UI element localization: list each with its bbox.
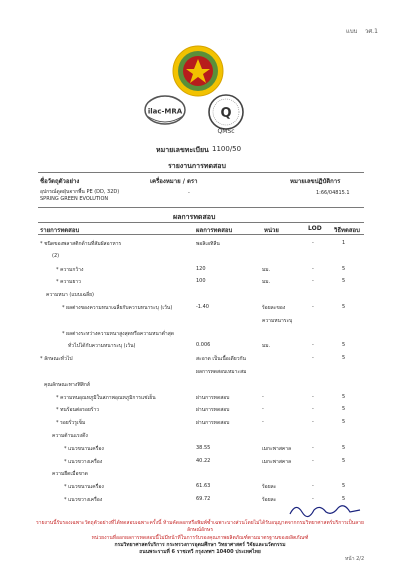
table-cell-method: 5 xyxy=(342,406,346,413)
footer-disclaimer-2: หน่วยงานที่ออกผลการทดสอบนี้ไม่มีหน้าที่ในการรับรองคุณภาพผลิตภัณฑ์ตามมาตรฐานของผลิตภัณฑ์ xyxy=(91,535,309,541)
table-cell-item: * รอยรั่วรูเข็ม xyxy=(56,420,86,427)
doc-no: 1100/50 xyxy=(212,145,242,153)
table-cell-unit: ความหนาระบุ xyxy=(262,317,293,324)
table-cell-unit: - xyxy=(262,406,264,413)
table-cell-result: -1.40 xyxy=(196,304,209,310)
table-cell-item: ทั่วไปได้กับความหนาระบุ (เว้น) xyxy=(68,343,136,350)
table-cell-item: (2) xyxy=(52,252,60,259)
table-cell-method: 5 xyxy=(342,355,346,362)
footer-disclaimer-1: รายงานนี้รับรองเฉพาะวัตถุตัวอย่างที่ได้ทดสอบเฉพาะครั้งนี้ ห้ามคัดลอกหรือพิมพ์ซ้ำเฉพาะบางส่วนโดยไม่ได้รับอนุญาตจากกรมวิทยาศาสตร์บริการเป็นลายลักษณ์อักษร xyxy=(36,520,364,533)
table-cell-result: 40.22 xyxy=(196,457,211,464)
table-cell-item: คุณลักษณะทางฟิสิกส์ xyxy=(44,381,90,388)
table-cell-lod: - xyxy=(312,265,314,272)
th-lod: LOD xyxy=(308,225,322,232)
table-cell-unit: ร้อยละ xyxy=(262,497,277,503)
table-cell-unit: มม. xyxy=(262,266,271,273)
table-cell-unit: - xyxy=(262,419,264,426)
table-header-bottom-divider xyxy=(38,234,364,235)
table-cell-item: * ความยาว xyxy=(56,279,81,286)
qmsc-text: QMSc xyxy=(217,128,235,134)
table-cell-item: * ทนร้อนต่อรอยร้าว xyxy=(56,407,100,414)
table-cell-result: พอลิเอทิลีน xyxy=(196,241,220,247)
table-cell-method: 1 xyxy=(342,240,346,246)
col-brand: เครื่องหมาย / ตรา xyxy=(150,178,198,185)
qmsc-logo-icon xyxy=(205,92,247,134)
table-cell-result: สะอาด เป็นเนื้อเดียวกัน xyxy=(196,356,246,363)
table-cell-result: 69.72 xyxy=(196,496,211,502)
form-label: แบบ xyxy=(346,28,358,35)
table-cell-unit: - xyxy=(262,393,264,400)
th-item: รายการทดสอบ xyxy=(40,227,80,234)
table-cell-lod: - xyxy=(312,406,314,413)
table-cell-result: ผลการทดสอบเหมาะสม xyxy=(196,369,247,375)
table-cell-result: ผ่านการทดสอบ xyxy=(196,407,230,414)
table-cell-item: * ผลต่างระหว่างความหนาสูงสุดหรือความหนาต่ำสุด xyxy=(62,330,174,337)
table-cell-item: * ความทนอุณหภูมิในสภาพอุณหภูมิการแช่เย็น xyxy=(56,394,156,401)
table-cell-unit: เมกะพาสคาล xyxy=(262,458,292,465)
table-cell-unit: มม. xyxy=(262,343,271,350)
sample-license: 1:66/04815.1 xyxy=(316,190,350,196)
table-cell-method: 5 xyxy=(342,419,346,426)
sample-line2: SPRING GREEN EVOLUTION xyxy=(40,196,109,202)
table-cell-method: 5 xyxy=(342,265,346,272)
table-cell-lod: - xyxy=(312,496,314,502)
table-cell-item: * แนวขวางเครื่อง xyxy=(64,497,103,503)
table-cell-lod: - xyxy=(312,444,314,451)
table-cell-result: ผ่านการทดสอบ xyxy=(196,420,230,427)
table-cell-method: 5 xyxy=(342,342,346,349)
table-cell-lod: - xyxy=(312,419,314,426)
table-cell-item: ความต้านแรงดึง xyxy=(52,433,88,439)
sample-brand: - xyxy=(188,190,190,196)
table-cell-unit: ร้อยละ xyxy=(262,484,277,491)
table-header-top-divider xyxy=(38,222,364,223)
ilac-mra-logo-icon xyxy=(143,92,187,130)
table-cell-item: * ชนิดของพลาสติกด้านที่สัมผัสอาหาร xyxy=(40,241,122,247)
table-cell-method: 5 xyxy=(342,393,346,400)
table-cell-lod: - xyxy=(312,355,314,362)
th-method: วิธีทดสอบ xyxy=(334,227,360,234)
table-cell-result: 120 xyxy=(196,265,206,272)
doc-no-label: หมายเลขทะเบียน xyxy=(156,146,209,154)
table-cell-result: 100 xyxy=(196,278,206,285)
results-title: ผลการทดสอบ xyxy=(173,213,216,221)
title-divider xyxy=(38,172,364,173)
table-cell-result: 38.55 xyxy=(196,444,211,451)
th-result: ผลการทดสอบ xyxy=(196,227,233,234)
table-cell-item: * ความกว้าง xyxy=(56,266,84,273)
table-cell-lod: - xyxy=(312,457,314,464)
table-cell-item: * แนวขนานเครื่อง xyxy=(64,445,104,452)
table-cell-item: ความหนา (แบบเฉลี่ย) xyxy=(46,292,94,299)
dss-emblem-icon xyxy=(172,45,224,97)
col-license-no: หมายเลขปฏิบัติการ xyxy=(290,178,341,185)
form-code: วศ.1 xyxy=(365,28,378,35)
table-cell-unit: เมกะพาสคาล xyxy=(262,445,292,452)
table-cell-unit: มม. xyxy=(262,279,271,286)
table-cell-method: 5 xyxy=(342,304,346,310)
table-cell-item: * ผลต่างของความหนาเฉลี่ยกับความหนาระบุ (เว้น) xyxy=(62,305,173,311)
svg-text:Q: Q xyxy=(220,106,232,121)
col-sample-name: ชื่อวัตถุตัวอย่าง xyxy=(40,178,80,185)
table-cell-method: 5 xyxy=(342,457,346,464)
signature-icon xyxy=(286,500,366,520)
table-cell-lod: - xyxy=(312,278,314,285)
footer-org: กรมวิทยาศาสตร์บริการ กระทรวงการอุดมศึกษา วิทยาศาสตร์ วิจัยและนวัตกรรม xyxy=(114,542,286,548)
table-cell-item: ความยืดเมื่อขาด xyxy=(52,471,88,478)
report-title: รายงานการทดสอบ xyxy=(168,162,226,170)
table-cell-method: 5 xyxy=(342,496,346,502)
table-cell-result: 0.006 xyxy=(196,342,211,349)
table-cell-method: 5 xyxy=(342,278,346,285)
sample-line1: อุปกรณ์ดูดฝุ่นจากพื้น PE (DD, 32D) xyxy=(40,189,120,195)
table-cell-item: * ลักษณะทั่วไป xyxy=(40,356,73,363)
table-cell-item: * แนวขนานเครื่อง xyxy=(64,484,104,491)
results-top-divider xyxy=(38,207,364,208)
table-cell-unit: ร้อยละของ xyxy=(262,305,286,311)
table-cell-lod: - xyxy=(312,304,314,310)
table-cell-item: * แนวขวางเครื่อง xyxy=(64,458,103,465)
table-cell-lod: - xyxy=(312,483,314,490)
table-cell-lod: - xyxy=(312,342,314,349)
table-cell-lod: - xyxy=(312,240,314,246)
ilac-mra-text: ilac-MRA xyxy=(147,107,183,116)
table-cell-result: ผ่านการทดสอบ xyxy=(196,394,230,401)
table-cell-method: 5 xyxy=(342,444,346,451)
footer-address: ถนนพระรามที่ 6 ราชเทวี กรุงเทพฯ 10400 ประเทศไทย xyxy=(139,549,261,555)
table-cell-lod: - xyxy=(312,393,314,400)
th-unit: หน่วย xyxy=(264,227,279,234)
table-cell-method: 5 xyxy=(342,483,346,490)
page-number: หน้า 2/2 xyxy=(345,556,365,562)
table-cell-result: 61.63 xyxy=(196,483,211,490)
